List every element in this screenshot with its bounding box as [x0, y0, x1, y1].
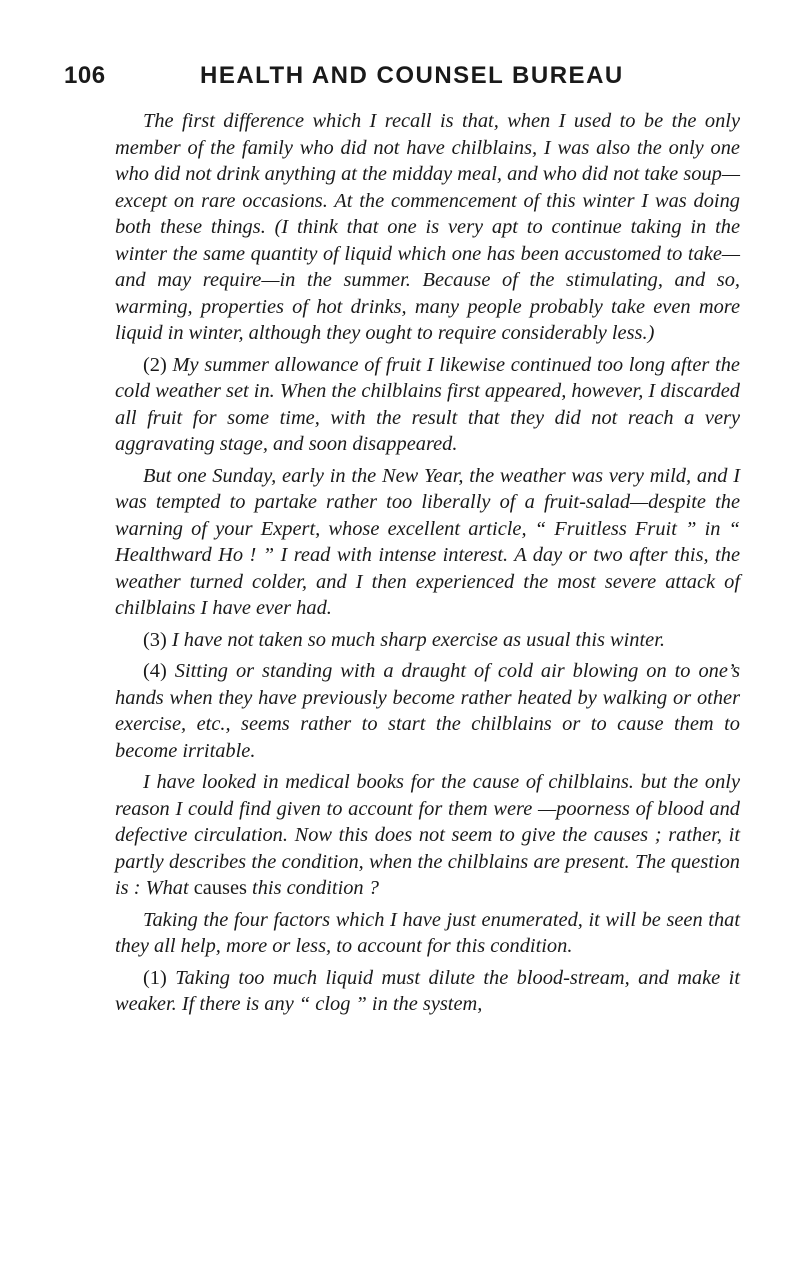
body-text	[115, 108, 740, 1023]
paragraph-text: I have not taken so much sharp exercise as usual this winter.	[171, 628, 665, 651]
paragraph-text: Taking the four factors which I have just enumerated, it will be seen that they all help, more or less, to account for this condition.	[115, 908, 740, 957]
paragraph-number: (2)	[143, 353, 167, 376]
paragraph-four-factors	[115, 907, 740, 960]
paragraph-medical-books	[115, 769, 740, 902]
paragraph-difference	[115, 108, 740, 347]
paragraph-point-4	[115, 658, 740, 764]
running-head: HEALTH AND COUNSEL BUREAU	[200, 62, 624, 89]
paragraph-text: Sitting or standing with a draught of cold air blowing on to one’s hands when they have previously become rather heated by walking or other exercise, etc., seems rather to start the chilblains or to cause them to become irritable.	[115, 660, 740, 762]
paragraph-text: Taking too much liquid must dilute the blood-stream, and make it weaker. If there is any “ clog ” in the system,	[115, 966, 740, 1015]
paragraph-text: this condition ?	[246, 877, 379, 899]
paragraph-point-2	[115, 352, 740, 458]
paragraph-number: (3)	[143, 628, 167, 651]
emphasis-word: causes	[193, 877, 247, 899]
paragraph-number: (4)	[143, 660, 167, 682]
paragraph-text: I have looked in medical books for the cause of chilblains. but the only reason I could find given to account for them were —poorness of blood and defective circulation. Now this does not seem to give the causes ; rather, it partly describes the condition, when the chilblains are present. The question is : What	[115, 771, 740, 899]
paragraph-number: (1)	[143, 966, 167, 989]
paragraph-text: My summer allowance of fruit I likewise continued too long after the cold weather set in. When the chilblains first appeared, however, I discarded all fruit for some time, with the result that they did not reach a very aggravating stage, and soon disappeared.	[115, 353, 740, 455]
page-header	[64, 62, 740, 92]
page-number: 106	[64, 62, 106, 89]
paragraph-text: The first difference which I recall is that, when I used to be the only member of the family who did not have chilblains, I was also the only one who did not drink anything at the midday meal, and who did not take soup—except on rare occasions. At the commencement of this winter I was doing both these things. (I think that one is very apt to continue taking in the winter the same quantity of liquid which one has been accustomed to take—and may require—in the summer. Because of the stimulating, and so, warming, properties of hot drinks, many people probably take even more liquid in winter, although they ought to require considerably less.)	[115, 110, 740, 344]
paragraph-new-year	[115, 463, 740, 622]
paragraph-point-3	[115, 627, 740, 654]
paragraph-text: But one Sunday, early in the New Year, the weather was very mild, and I was tempted to partake rather too liberally of a fruit-salad—despite the warning of your Expert, whose excellent article, “ Fruitless Fruit ” in “ Healthward Ho ! ” I read with intense interest. A day or two after this, the weather turned colder, and I then experienced the most severe attack of chilblains I have ever had.	[115, 464, 740, 619]
paragraph-point-1	[115, 965, 740, 1018]
